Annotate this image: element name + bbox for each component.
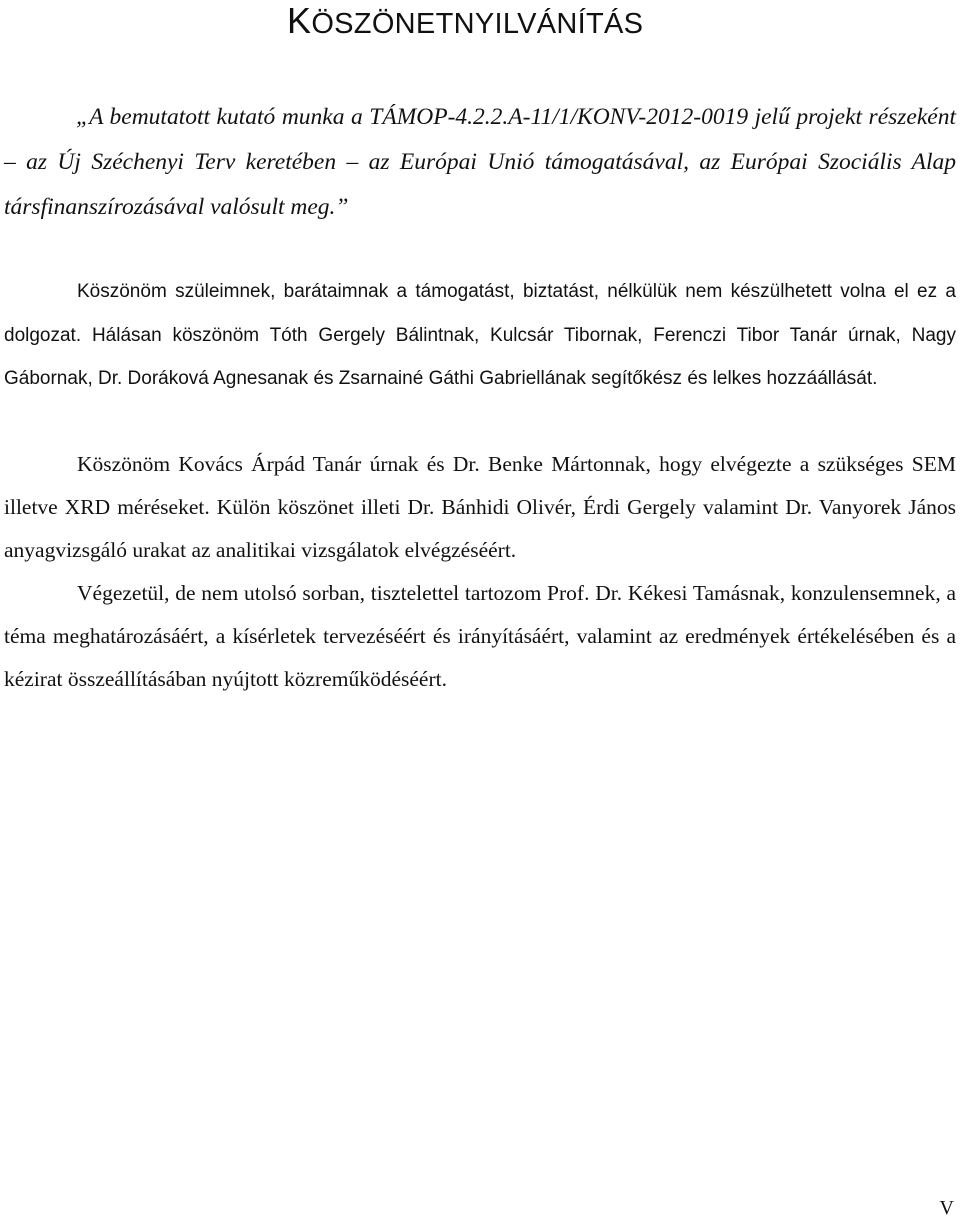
- page-number: V: [939, 1197, 954, 1219]
- acknowledgement-paragraph-2: Köszönöm Kovács Árpád Tanár úrnak és Dr. Benke Mártonnak, hogy elvégezte a szükséges SEM illetve XRD méréseket. Külön köszönet illeti Dr. Bánhidi Olivér, Érdi Gergely valamint Dr. Vanyorek János anyagvizsgáló urakat az analitikai vizsgálatok elvégzéséért.: [4, 452, 956, 562]
- acknowledgement-paragraph-3: Végezetül, de nem utolsó sorban, tisztelettel tartozom Prof. Dr. Kékesi Tamásnak, konzulensemnek, a téma meghatározásáért, a kísérletek tervezéséért és irányításáért, valamint az eredmények értékelésében és a kézirat összeállításában nyújtott közreműködéséért.: [4, 581, 956, 691]
- page-title: [287, 0, 643, 45]
- page-title-rest: ÖSZÖNETNYILVÁNÍTÁS: [311, 8, 644, 40]
- page-title-initial: K: [287, 0, 312, 41]
- funding-statement-text: „A bemutatott kutató munka a TÁMOP-4.2.2.A-11/1/KONV-2012-0019 jelű projekt részeként – az Új Széchenyi Terv keretében – az Európai Unió támogatásával, az Európai Szociális Alap társfinanszírozásával valósult meg.”: [4, 104, 956, 220]
- funding-statement: [4, 95, 956, 230]
- acknowledgement-paragraph-1: Köszönöm szüleimnek, barátaimnak a támogatást, biztatást, nélkülük nem készülhetett volna el ez a dolgozat. Hálásan köszönöm Tóth Gergely Bálintnak, Kulcsár Tibornak, Ferenczi Tibor Tanár úrnak, Nagy Gábornak, Dr. Doráková Agnesanak és Zsarnainé Gáthi Gabriellának segítőkész és lelkes hozzáállását.: [4, 281, 956, 389]
